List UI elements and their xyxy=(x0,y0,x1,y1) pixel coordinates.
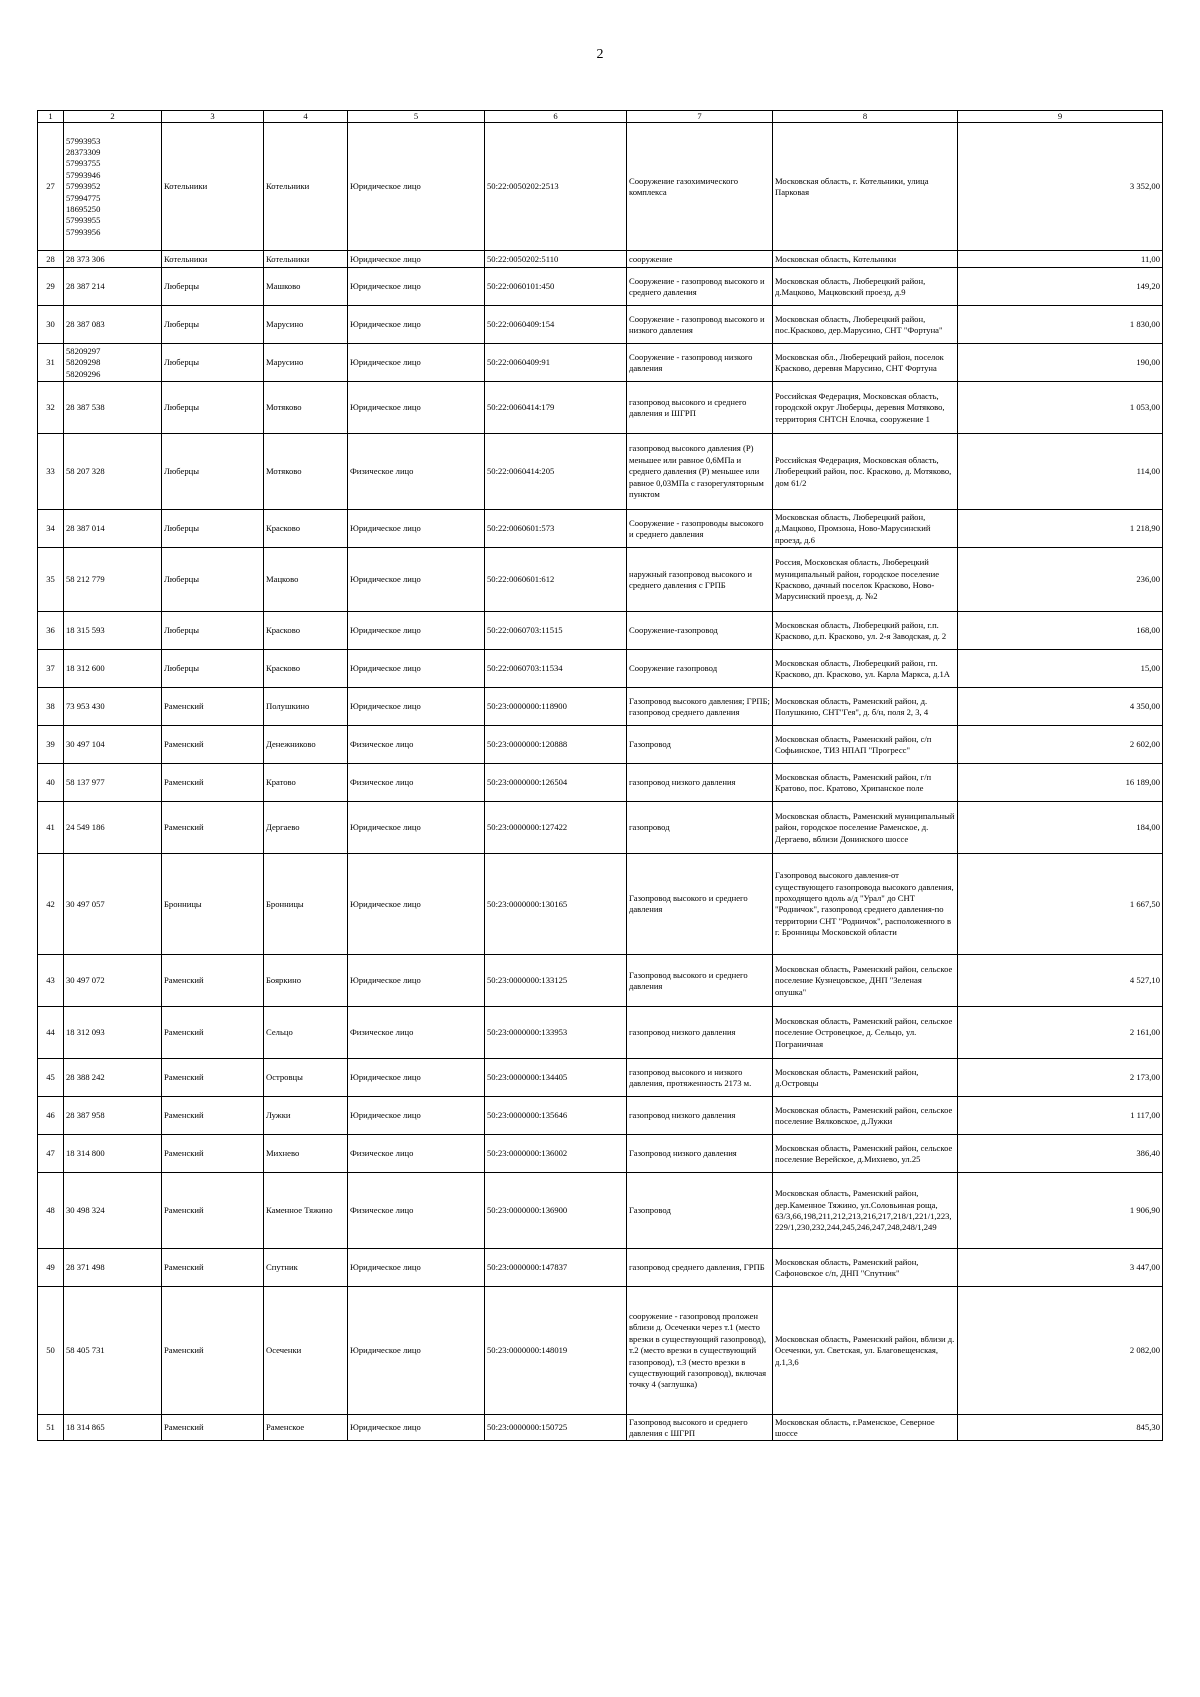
cadastral-number: 50:23:0000000:127422 xyxy=(485,802,627,854)
municipality: Раменский xyxy=(162,1287,264,1415)
owner-type: Юридическое лицо xyxy=(348,1249,485,1287)
row-number: 49 xyxy=(38,1249,64,1287)
cadastral-number: 50:23:0000000:136900 xyxy=(485,1173,627,1249)
locality: Мацково xyxy=(264,548,348,612)
object-id-line: 18 314 800 xyxy=(66,1148,105,1159)
object-id-line: 30 497 104 xyxy=(66,739,105,750)
owner-type: Юридическое лицо xyxy=(348,612,485,650)
header-row xyxy=(38,111,1163,123)
row-number: 38 xyxy=(38,688,64,726)
municipality: Люберцы xyxy=(162,434,264,510)
object-name: Сооружение - газопроводы высокого и среднего давления xyxy=(627,510,773,548)
object-id xyxy=(64,510,162,548)
locality: Кратово xyxy=(264,764,348,802)
municipality: Раменский xyxy=(162,1415,264,1441)
owner-type: Юридическое лицо xyxy=(348,548,485,612)
object-name: газопровод высокого и низкого давления, протяженность 2173 м. xyxy=(627,1059,773,1097)
object-value: 149,20 xyxy=(958,268,1163,306)
owner-type: Юридическое лицо xyxy=(348,650,485,688)
object-id-line: 28 387 014 xyxy=(66,523,105,534)
table-row xyxy=(38,382,1163,434)
cadastral-number: 50:23:0000000:133125 xyxy=(485,955,627,1007)
object-address: Московская область, Раменский район, с/п Софьинское, ТИЗ НПАП "Прогресс" xyxy=(773,726,958,764)
row-number: 41 xyxy=(38,802,64,854)
cadastral-number: 50:22:0060601:573 xyxy=(485,510,627,548)
page-number: 2 xyxy=(596,47,604,62)
owner-type: Юридическое лицо xyxy=(348,955,485,1007)
object-value: 1 117,00 xyxy=(958,1097,1163,1135)
object-id-line: 28 387 083 xyxy=(66,319,105,330)
table-row xyxy=(38,251,1163,268)
object-name: газопровод высокого давления (Р) меньшее или равное 0,6МПа и среднего давления (Р) меньшее или равное 0,03МПа с газорегуляторным пунктом xyxy=(627,434,773,510)
locality: Каменное Тяжино xyxy=(264,1173,348,1249)
object-name: Газопровод высокого и среднего давления xyxy=(627,854,773,955)
object-address: Московская область, г.Раменское, Северное шоссе xyxy=(773,1415,958,1441)
cadastral-number: 50:23:0000000:130165 xyxy=(485,854,627,955)
table-row xyxy=(38,1097,1163,1135)
object-id-line: 18 314 865 xyxy=(66,1422,105,1433)
object-name: сооружение - газопровод проложен вблизи д. Осеченки через т.1 (место врезки в существующий газопровод), т.2 (место врезки в существующий газопровод), т.3 (место врезки в существующий газопровод), включая точку 4 (заглушка) xyxy=(627,1287,773,1415)
row-number: 34 xyxy=(38,510,64,548)
municipality: Раменский xyxy=(162,764,264,802)
locality: Денежниково xyxy=(264,726,348,764)
registry-table xyxy=(37,110,1163,1441)
cadastral-number: 50:22:0060414:205 xyxy=(485,434,627,510)
owner-type: Физическое лицо xyxy=(348,1007,485,1059)
object-name: Газопровод высокого и среднего давления xyxy=(627,955,773,1007)
owner-type: Юридическое лицо xyxy=(348,251,485,268)
column-header: 7 xyxy=(627,111,773,123)
object-value: 2 173,00 xyxy=(958,1059,1163,1097)
row-number: 51 xyxy=(38,1415,64,1441)
table-body xyxy=(38,123,1163,1441)
object-value: 15,00 xyxy=(958,650,1163,688)
locality: Машково xyxy=(264,268,348,306)
cadastral-number: 50:22:0060414:179 xyxy=(485,382,627,434)
object-name: газопровод низкого давления xyxy=(627,1007,773,1059)
object-id xyxy=(64,1059,162,1097)
object-id xyxy=(64,688,162,726)
object-id xyxy=(64,1287,162,1415)
object-address: Россия, Московская область, Люберецкий муниципальный район, городское поселение Красково, дачный поселок Красково, Ново-Марусинский проезд, д. №2 xyxy=(773,548,958,612)
owner-type: Физическое лицо xyxy=(348,434,485,510)
object-id xyxy=(64,612,162,650)
owner-type: Юридическое лицо xyxy=(348,306,485,344)
municipality: Котельники xyxy=(162,123,264,251)
object-value: 1 830,00 xyxy=(958,306,1163,344)
owner-type: Юридическое лицо xyxy=(348,688,485,726)
owner-type: Юридическое лицо xyxy=(348,510,485,548)
object-name: Сооружение - газопровод низкого давления xyxy=(627,344,773,382)
object-address: Московская область, Раменский район, Сафоновское с/п, ДНП "Спутник" xyxy=(773,1249,958,1287)
row-number: 50 xyxy=(38,1287,64,1415)
object-id xyxy=(64,434,162,510)
object-address: Московская обл., Люберецкий район, поселок Красково, деревня Марусино, СНТ Фортуна xyxy=(773,344,958,382)
object-id-line: 57993755 xyxy=(66,158,101,169)
object-name: Газопровод xyxy=(627,726,773,764)
column-header: 5 xyxy=(348,111,485,123)
object-address: Московская область, Котельники xyxy=(773,251,958,268)
column-header: 6 xyxy=(485,111,627,123)
object-id-line: 30 498 324 xyxy=(66,1205,105,1216)
object-address: Московская область, Люберецкий район, г.п. Красково, д.п. Красково, ул. 2-я Заводская, д. 2 xyxy=(773,612,958,650)
object-value: 386,40 xyxy=(958,1135,1163,1173)
locality: Осеченки xyxy=(264,1287,348,1415)
object-id-line: 58 137 977 xyxy=(66,777,105,788)
column-header: 8 xyxy=(773,111,958,123)
object-id-line: 58209296 xyxy=(66,368,101,379)
object-name: Газопровод высокого и среднего давления с ШГРП xyxy=(627,1415,773,1441)
table-row xyxy=(38,802,1163,854)
table-row xyxy=(38,548,1163,612)
owner-type: Юридическое лицо xyxy=(348,1097,485,1135)
table-row xyxy=(38,510,1163,548)
object-address: Московская область, Раменский муниципальный район, городское поселение Раменское, д. Дергаево, вблизи Донинского шоссе xyxy=(773,802,958,854)
locality: Бояркино xyxy=(264,955,348,1007)
object-value: 1 906,90 xyxy=(958,1173,1163,1249)
object-value: 3 447,00 xyxy=(958,1249,1163,1287)
object-address: Московская область, Раменский район, вблизи д. Осеченки, ул. Светская, ул. Благовещенская, д.1,3,6 xyxy=(773,1287,958,1415)
row-number: 27 xyxy=(38,123,64,251)
row-number: 35 xyxy=(38,548,64,612)
locality: Раменское xyxy=(264,1415,348,1441)
object-id-line: 57993952 xyxy=(66,181,101,192)
cadastral-number: 50:22:0060703:11534 xyxy=(485,650,627,688)
municipality: Люберцы xyxy=(162,612,264,650)
locality: Красково xyxy=(264,650,348,688)
cadastral-number: 50:23:0000000:118900 xyxy=(485,688,627,726)
object-name: Сооружение - газопровод высокого и низкого давления xyxy=(627,306,773,344)
municipality: Раменский xyxy=(162,1249,264,1287)
object-value: 1 218,90 xyxy=(958,510,1163,548)
row-number: 31 xyxy=(38,344,64,382)
municipality: Люберцы xyxy=(162,382,264,434)
object-id xyxy=(64,1173,162,1249)
locality: Марусино xyxy=(264,306,348,344)
municipality: Раменский xyxy=(162,688,264,726)
owner-type: Юридическое лицо xyxy=(348,802,485,854)
object-id-line: 57993956 xyxy=(66,226,101,237)
table-row xyxy=(38,854,1163,955)
locality: Котельники xyxy=(264,123,348,251)
object-id xyxy=(64,726,162,764)
object-address: Московская область, Раменский район, д.Островцы xyxy=(773,1059,958,1097)
table-row xyxy=(38,1059,1163,1097)
cadastral-number: 50:22:0050202:5110 xyxy=(485,251,627,268)
object-address: Российская Федерация, Московская область, Люберецкий район, пос. Красково, д. Мотяково, дом 61/2 xyxy=(773,434,958,510)
object-id xyxy=(64,1097,162,1135)
object-id-line: 57993955 xyxy=(66,215,101,226)
object-id-line: 18 315 593 xyxy=(66,625,105,636)
object-name: Сооружение газопровод xyxy=(627,650,773,688)
row-number: 28 xyxy=(38,251,64,268)
row-number: 46 xyxy=(38,1097,64,1135)
cadastral-number: 50:22:0050202:2513 xyxy=(485,123,627,251)
locality: Мотяково xyxy=(264,382,348,434)
table-row xyxy=(38,434,1163,510)
object-name: Сооружение-газопровод xyxy=(627,612,773,650)
object-name: Сооружение газохимического комплекса xyxy=(627,123,773,251)
table-row xyxy=(38,1249,1163,1287)
municipality: Раменский xyxy=(162,726,264,764)
locality: Марусино xyxy=(264,344,348,382)
object-value: 114,00 xyxy=(958,434,1163,510)
object-id xyxy=(64,764,162,802)
object-address: Московская область, Раменский район, г/п Кратово, пос. Кратово, Хрипанское поле xyxy=(773,764,958,802)
owner-type: Юридическое лицо xyxy=(348,1287,485,1415)
locality: Спутник xyxy=(264,1249,348,1287)
object-name: газопровод xyxy=(627,802,773,854)
object-id xyxy=(64,1135,162,1173)
object-id xyxy=(64,854,162,955)
object-address: Московская область, Раменский район, сельское поселение Вялковское, д.Лужки xyxy=(773,1097,958,1135)
object-name: наружный газопровод высокого и среднего давления с ГРПБ xyxy=(627,548,773,612)
locality: Мотяково xyxy=(264,434,348,510)
object-address: Московская область, г. Котельники, улица Парковая xyxy=(773,123,958,251)
object-id-line: 28 387 214 xyxy=(66,281,105,292)
table-row xyxy=(38,955,1163,1007)
cadastral-number: 50:22:0060601:612 xyxy=(485,548,627,612)
object-id-line: 18 312 600 xyxy=(66,663,105,674)
municipality: Раменский xyxy=(162,1007,264,1059)
object-name: Газопровод высокого давления; ГРПБ; газопровод среднего давления xyxy=(627,688,773,726)
object-id-line: 58209298 xyxy=(66,357,101,368)
object-value: 1 053,00 xyxy=(958,382,1163,434)
object-id-line: 18695250 xyxy=(66,204,101,215)
table-row xyxy=(38,123,1163,251)
object-id xyxy=(64,1007,162,1059)
owner-type: Физическое лицо xyxy=(348,764,485,802)
locality: Котельники xyxy=(264,251,348,268)
object-value: 236,00 xyxy=(958,548,1163,612)
object-address: Московская область, Люберецкий район, пос.Красково, дер.Марусино, СНТ "Фортуна" xyxy=(773,306,958,344)
object-id xyxy=(64,123,162,251)
cadastral-number: 50:22:0060703:11515 xyxy=(485,612,627,650)
table-row xyxy=(38,306,1163,344)
owner-type: Юридическое лицо xyxy=(348,382,485,434)
table-row xyxy=(38,1287,1163,1415)
object-id-line: 57993953 xyxy=(66,135,101,146)
locality: Островцы xyxy=(264,1059,348,1097)
cadastral-number: 50:23:0000000:150725 xyxy=(485,1415,627,1441)
row-number: 40 xyxy=(38,764,64,802)
row-number: 33 xyxy=(38,434,64,510)
object-id xyxy=(64,306,162,344)
object-value: 2 602,00 xyxy=(958,726,1163,764)
column-header: 9 xyxy=(958,111,1163,123)
object-name: газопровод среднего давления, ГРПБ xyxy=(627,1249,773,1287)
object-id xyxy=(64,548,162,612)
locality: Лужки xyxy=(264,1097,348,1135)
owner-type: Физическое лицо xyxy=(348,726,485,764)
object-name: сооружение xyxy=(627,251,773,268)
object-name: Газопровод низкого давления xyxy=(627,1135,773,1173)
object-id-line: 58 207 328 xyxy=(66,466,105,477)
cadastral-number: 50:23:0000000:136002 xyxy=(485,1135,627,1173)
object-id-line: 58 212 779 xyxy=(66,574,105,585)
object-value: 2 082,00 xyxy=(958,1287,1163,1415)
object-address: Московская область, Люберецкий район, д.Мацково, Промзона, Ново-Марусинский проезд, д.6 xyxy=(773,510,958,548)
row-number: 44 xyxy=(38,1007,64,1059)
column-header: 2 xyxy=(64,111,162,123)
cadastral-number: 50:23:0000000:134405 xyxy=(485,1059,627,1097)
object-id xyxy=(64,251,162,268)
object-address: Московская область, Раменский район, дер.Каменное Тяжино, ул.Соловьиная роща, 63/3,66,198,211,212,213,216,217,218/1,221/1,223,229/1,230,232,244,245,246,247,248,248/1,249 xyxy=(773,1173,958,1249)
table-row xyxy=(38,688,1163,726)
cadastral-number: 50:23:0000000:126504 xyxy=(485,764,627,802)
object-id-line: 58 405 731 xyxy=(66,1345,105,1356)
object-name: газопровод низкого давления xyxy=(627,764,773,802)
municipality: Котельники xyxy=(162,251,264,268)
object-address: Московская область, Раменский район, д. Полушкино, СНТ"Гея", д. б/н, поля 2, 3, 4 xyxy=(773,688,958,726)
column-header: 4 xyxy=(264,111,348,123)
owner-type: Юридическое лицо xyxy=(348,1059,485,1097)
object-address: Московская область, Люберецкий район, д.Мацково, Мацковский проезд, д.9 xyxy=(773,268,958,306)
object-value: 4 527,10 xyxy=(958,955,1163,1007)
object-address: Российская Федерация, Московская область, городской округ Люберцы, деревня Мотяково, территория СНТСН Елочка, сооружение 1 xyxy=(773,382,958,434)
owner-type: Юридическое лицо xyxy=(348,854,485,955)
object-id-line: 28373309 xyxy=(66,146,101,157)
object-id xyxy=(64,1415,162,1441)
object-address: Московская область, Люберецкий район, гп. Красково, дп. Красково, ул. Карла Маркса, д.1А xyxy=(773,650,958,688)
municipality: Люберцы xyxy=(162,344,264,382)
object-id-line: 28 373 306 xyxy=(66,253,105,264)
object-id xyxy=(64,382,162,434)
row-number: 43 xyxy=(38,955,64,1007)
cadastral-number: 50:22:0060101:450 xyxy=(485,268,627,306)
municipality: Люберцы xyxy=(162,306,264,344)
object-id-line: 73 953 430 xyxy=(66,701,105,712)
object-name: газопровод высокого и среднего давления и ШГРП xyxy=(627,382,773,434)
column-header: 1 xyxy=(38,111,64,123)
object-id-line: 58209297 xyxy=(66,345,101,356)
table-row xyxy=(38,344,1163,382)
table-row xyxy=(38,726,1163,764)
object-value: 184,00 xyxy=(958,802,1163,854)
locality: Бронницы xyxy=(264,854,348,955)
object-name: Газопровод xyxy=(627,1173,773,1249)
municipality: Люберцы xyxy=(162,650,264,688)
row-number: 30 xyxy=(38,306,64,344)
cadastral-number: 50:23:0000000:135646 xyxy=(485,1097,627,1135)
municipality: Люберцы xyxy=(162,268,264,306)
object-value: 168,00 xyxy=(958,612,1163,650)
object-address: Московская область, Раменский район, сельское поселение Верейское, д.Михнево, ул.25 xyxy=(773,1135,958,1173)
municipality: Раменский xyxy=(162,1135,264,1173)
table-row xyxy=(38,650,1163,688)
row-number: 42 xyxy=(38,854,64,955)
object-value: 3 352,00 xyxy=(958,123,1163,251)
object-id-line: 28 388 242 xyxy=(66,1072,105,1083)
table-row xyxy=(38,1415,1163,1441)
object-id-line: 28 387 538 xyxy=(66,402,105,413)
object-id-line: 28 371 498 xyxy=(66,1262,105,1273)
row-number: 45 xyxy=(38,1059,64,1097)
municipality: Раменский xyxy=(162,1173,264,1249)
row-number: 39 xyxy=(38,726,64,764)
object-id-line: 30 497 072 xyxy=(66,975,105,986)
cadastral-number: 50:23:0000000:148019 xyxy=(485,1287,627,1415)
locality: Полушкино xyxy=(264,688,348,726)
municipality: Раменский xyxy=(162,1097,264,1135)
owner-type: Физическое лицо xyxy=(348,1173,485,1249)
municipality: Люберцы xyxy=(162,548,264,612)
object-id-line: 24 549 186 xyxy=(66,822,105,833)
owner-type: Юридическое лицо xyxy=(348,268,485,306)
object-address: Московская область, Раменский район, сельское поселение Островецкое, д. Сельцо, ул. Пограничная xyxy=(773,1007,958,1059)
cadastral-number: 50:23:0000000:133953 xyxy=(485,1007,627,1059)
locality: Дергаево xyxy=(264,802,348,854)
table-row xyxy=(38,612,1163,650)
object-id xyxy=(64,1249,162,1287)
object-address: Московская область, Раменский район, сельское поселение Кузнецовское, ДНП "Зеленая опушка" xyxy=(773,955,958,1007)
object-value: 16 189,00 xyxy=(958,764,1163,802)
owner-type: Юридическое лицо xyxy=(348,344,485,382)
table-row xyxy=(38,1173,1163,1249)
object-id-line: 28 387 958 xyxy=(66,1110,105,1121)
locality: Сельцо xyxy=(264,1007,348,1059)
object-value: 1 667,50 xyxy=(958,854,1163,955)
object-value: 4 350,00 xyxy=(958,688,1163,726)
cadastral-number: 50:22:0060409:91 xyxy=(485,344,627,382)
object-id-line: 57994775 xyxy=(66,192,101,203)
row-number: 37 xyxy=(38,650,64,688)
owner-type: Физическое лицо xyxy=(348,1135,485,1173)
row-number: 32 xyxy=(38,382,64,434)
object-value: 190,00 xyxy=(958,344,1163,382)
table-row xyxy=(38,1135,1163,1173)
municipality: Раменский xyxy=(162,955,264,1007)
object-value: 845,30 xyxy=(958,1415,1163,1441)
object-id xyxy=(64,344,162,382)
municipality: Бронницы xyxy=(162,854,264,955)
cadastral-number: 50:23:0000000:147837 xyxy=(485,1249,627,1287)
cadastral-number: 50:22:0060409:154 xyxy=(485,306,627,344)
object-id xyxy=(64,802,162,854)
municipality: Раменский xyxy=(162,1059,264,1097)
object-id-line: 57993946 xyxy=(66,169,101,180)
cadastral-number: 50:23:0000000:120888 xyxy=(485,726,627,764)
object-address: Газопровод высокого давления-от существующего газопровода высокого давления, проходящего вдоль а/д "Урал" до СНТ "Родничок", газопровод среднего давления-по территории СНТ "Родничок", расположенного в г. Бронницы Московской области xyxy=(773,854,958,955)
object-value: 11,00 xyxy=(958,251,1163,268)
row-number: 29 xyxy=(38,268,64,306)
object-value: 2 161,00 xyxy=(958,1007,1163,1059)
owner-type: Юридическое лицо xyxy=(348,1415,485,1441)
table-row xyxy=(38,268,1163,306)
table-row xyxy=(38,1007,1163,1059)
object-id-line: 30 497 057 xyxy=(66,898,105,909)
locality: Красково xyxy=(264,612,348,650)
row-number: 36 xyxy=(38,612,64,650)
row-number: 47 xyxy=(38,1135,64,1173)
owner-type: Юридическое лицо xyxy=(348,123,485,251)
column-header: 3 xyxy=(162,111,264,123)
municipality: Раменский xyxy=(162,802,264,854)
object-id xyxy=(64,955,162,1007)
row-number: 48 xyxy=(38,1173,64,1249)
municipality: Люберцы xyxy=(162,510,264,548)
object-name: Сооружение - газопровод высокого и среднего давления xyxy=(627,268,773,306)
locality: Красково xyxy=(264,510,348,548)
table-row xyxy=(38,764,1163,802)
object-name: газопровод низкого давления xyxy=(627,1097,773,1135)
object-id xyxy=(64,650,162,688)
locality: Михнево xyxy=(264,1135,348,1173)
object-id-line: 18 312 093 xyxy=(66,1027,105,1038)
object-id xyxy=(64,268,162,306)
